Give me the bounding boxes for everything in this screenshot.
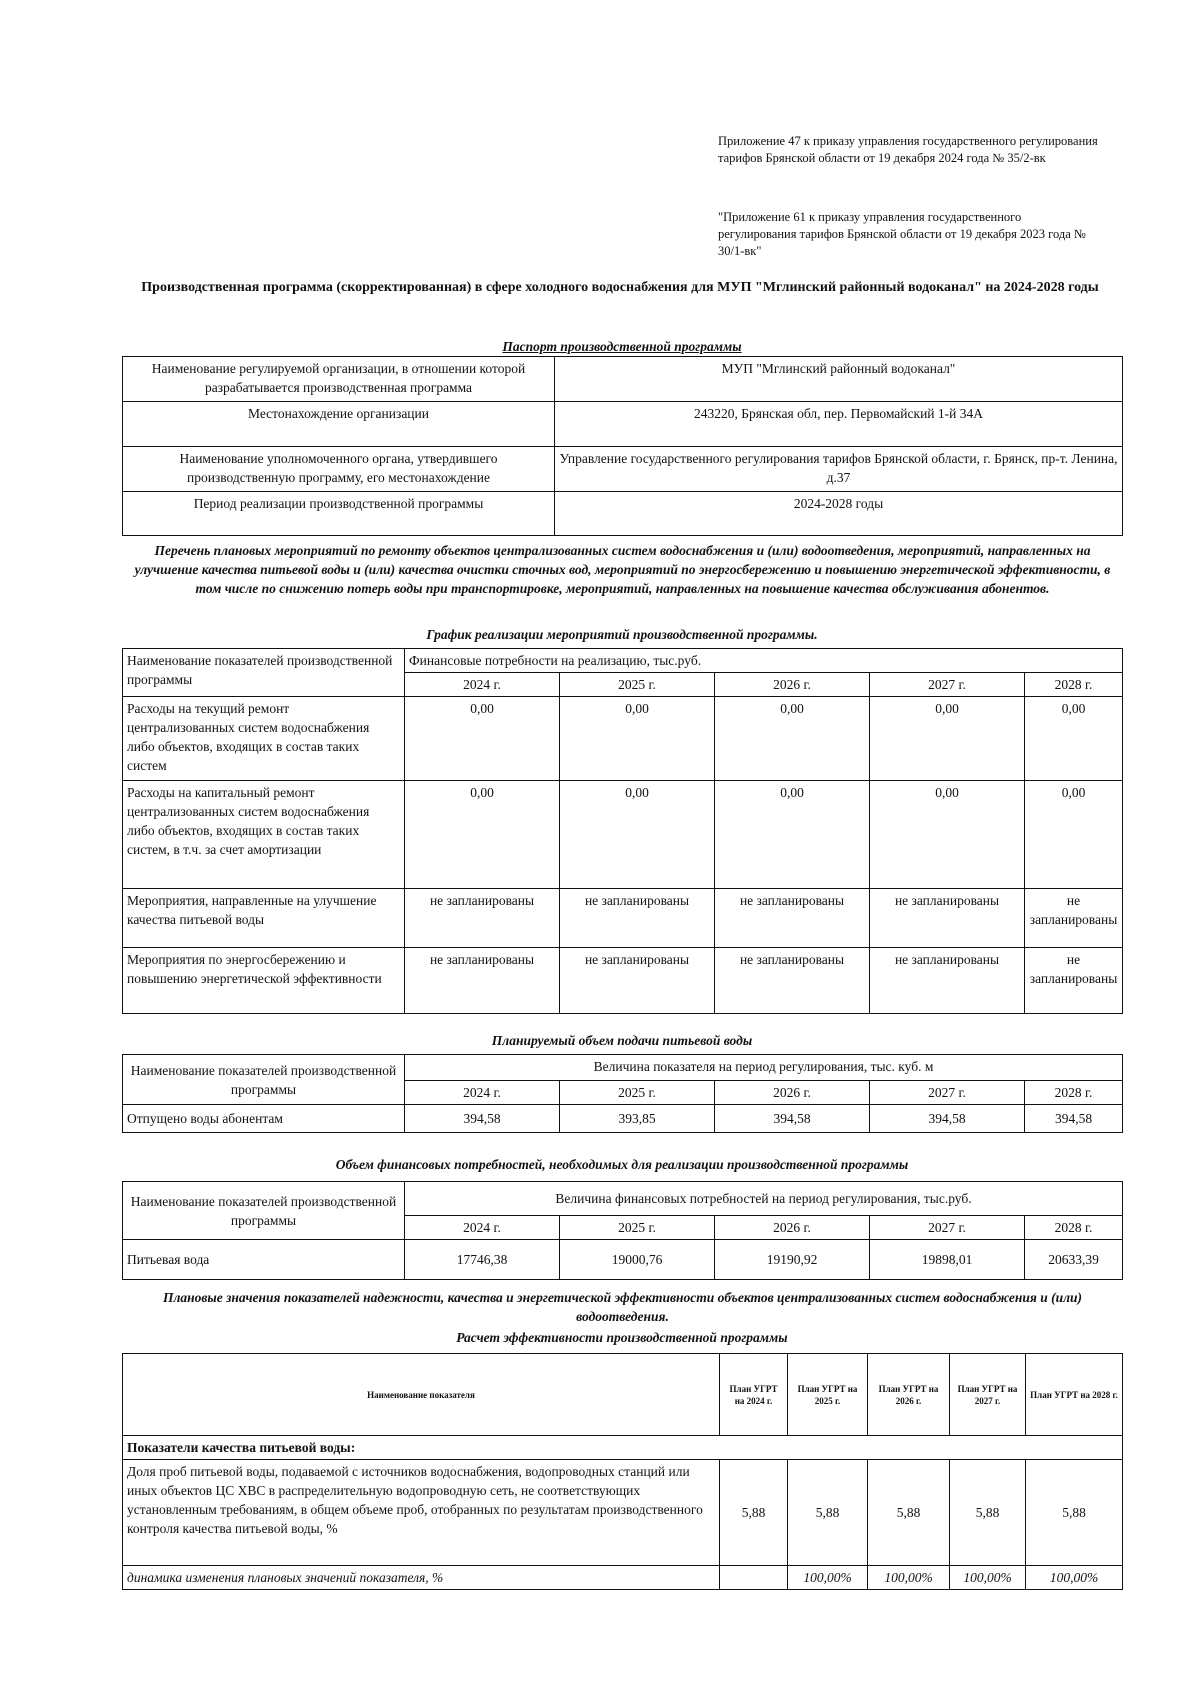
measures-row-label: Мероприятия, направленные на улучшение качества питьевой воды	[123, 889, 405, 948]
measures-col-group: Финансовые потребности на реализацию, тыс.руб.	[405, 649, 1123, 673]
finance-cell: 19898,01	[870, 1240, 1025, 1280]
measures-cell: не запланированы	[870, 889, 1025, 948]
measures-cell: 0,00	[870, 781, 1025, 889]
table-row	[123, 1460, 1123, 1566]
measures-cell: 0,00	[1025, 781, 1123, 889]
passport-label-location: Местонахождение организации	[123, 402, 555, 447]
volume-cell: 394,58	[1025, 1105, 1123, 1133]
passport-heading-text: Паспорт производственной программы	[502, 339, 742, 354]
measures-heading: Перечень плановых мероприятий по ремонту объектов централизованных систем водоснабжения и (или) водоотведения, мероприятий, направленных на улучшение качества питьевой воды и (или) качества очистки сточных вод, мероприятий по энергосбережению и повышению энергетической эффективности, в том числе по снижению потерь воды при транспортировке, мероприятий, направленных на повышение качества обслуживания абонентов.	[134, 543, 1111, 596]
indicators-dyn-cell: 100,00%	[868, 1566, 950, 1590]
indicators-dyn-cell: 100,00%	[1026, 1566, 1123, 1590]
volume-year-2028: 2028 г.	[1025, 1081, 1123, 1105]
measures-subheading: График реализации мероприятий производственной программы.	[426, 627, 818, 642]
passport-label-org: Наименование регулируемой организации, в отношении которой разрабатывается производственная программа	[123, 357, 555, 402]
passport-value-authority: Управление государственного регулирования тарифов Брянской области, г. Брянск, пр-т. Ленина, д.37	[555, 447, 1123, 492]
volume-col-label: Наименование показателей производственной программы	[123, 1055, 405, 1105]
measures-year-2028: 2028 г.	[1025, 673, 1123, 697]
indicators-cell: 5,88	[788, 1460, 868, 1566]
indicators-dyn-cell: 100,00%	[950, 1566, 1026, 1590]
indicators-plan-2024: План УГРТ на 2024 г.	[720, 1354, 788, 1436]
measures-cell: 0,00	[715, 781, 870, 889]
finance-heading: Объем финансовых потребностей, необходимых для реализации производственной программы	[335, 1157, 909, 1172]
finance-table	[122, 1181, 1123, 1280]
indicators-row-label: Доля проб питьевой воды, подаваемой с источников водоснабжения, водопроводных станций или иных объектов ЦС ХВС в распределительную водопроводную сеть, не соответствующих установленным требованиям, в общем объеме проб, отобранных по результатам производственного контроля качества питьевой воды, %	[123, 1460, 720, 1566]
measures-cell: 0,00	[1025, 697, 1123, 781]
indicators-table	[122, 1353, 1123, 1590]
passport-label-period: Период реализации производственной программы	[123, 492, 555, 536]
measures-cell: не запланированы	[560, 889, 715, 948]
indicators-heading: Плановые значения показателей надежности, качества и энергетической эффективности объектов централизованных систем водоснабжения и (или) водоотведения.	[162, 1290, 1083, 1324]
measures-cell: не запланированы	[715, 889, 870, 948]
finance-row-label: Питьевая вода	[123, 1240, 405, 1280]
finance-cell: 19190,92	[715, 1240, 870, 1280]
table-row	[123, 1566, 1123, 1590]
volume-cell: 394,58	[870, 1105, 1025, 1133]
measures-year-2027: 2027 г.	[870, 673, 1025, 697]
volume-cell: 393,85	[560, 1105, 715, 1133]
indicators-cell: 5,88	[1026, 1460, 1123, 1566]
indicators-cell: 5,88	[950, 1460, 1026, 1566]
measures-cell: не запланированы	[560, 948, 715, 1014]
measures-year-2024: 2024 г.	[405, 673, 560, 697]
table-row	[123, 889, 1123, 948]
volume-table	[122, 1054, 1123, 1133]
indicators-col-label: Наименование показателя	[123, 1354, 720, 1436]
indicators-plan-2027: План УГРТ на 2027 г.	[950, 1354, 1026, 1436]
indicators-dyn-cell: 100,00%	[788, 1566, 868, 1590]
volume-year-2027: 2027 г.	[870, 1081, 1025, 1105]
passport-value-org: МУП "Мглинский районный водоканал"	[555, 357, 1123, 402]
passport-label-authority: Наименование уполномоченного органа, утвердившего производственную программу, его местонахождение	[123, 447, 555, 492]
volume-col-group: Величина показателя на период регулирования, тыс. куб. м	[405, 1055, 1123, 1081]
measures-cell: не запланированы	[870, 948, 1025, 1014]
passport-heading	[122, 337, 1122, 356]
measures-cell: не запланированы	[1025, 889, 1123, 948]
measures-cell: 0,00	[405, 697, 560, 781]
finance-col-label: Наименование показателей производственной программы	[123, 1182, 405, 1240]
indicators-subheading: Расчет эффективности производственной программы	[456, 1330, 788, 1345]
volume-heading: Планируемый объем подачи питьевой воды	[491, 1033, 753, 1048]
indicators-dyn-cell	[720, 1566, 788, 1590]
finance-year-2024: 2024 г.	[405, 1216, 560, 1240]
annex-note-1: Приложение 47 к приказу управления государственного регулирования тарифов Брянской области от 19 декабря 2024 года № 35/2-вк	[718, 134, 1098, 165]
indicators-plan-2028: План УГРТ на 2028 г.	[1026, 1354, 1123, 1436]
table-row	[123, 1240, 1123, 1280]
table-row	[123, 697, 1123, 781]
volume-cell: 394,58	[405, 1105, 560, 1133]
indicators-cell: 5,88	[868, 1460, 950, 1566]
measures-cell: 0,00	[715, 697, 870, 781]
indicators-plan-2025: План УГРТ на 2025 г.	[788, 1354, 868, 1436]
indicators-dyn-label: динамика изменения плановых значений показателя, %	[123, 1566, 720, 1590]
finance-col-group: Величина финансовых потребностей на период регулирования, тыс.руб.	[405, 1182, 1123, 1216]
table-row	[123, 1105, 1123, 1133]
annex-note-2: "Приложение 61 к приказу управления государственного регулирования тарифов Брянской области от 19 декабря 2023 года № 30/1-вк"	[718, 210, 1086, 258]
measures-year-2026: 2026 г.	[715, 673, 870, 697]
table-row	[123, 781, 1123, 889]
measures-year-2025: 2025 г.	[560, 673, 715, 697]
volume-year-2024: 2024 г.	[405, 1081, 560, 1105]
volume-cell: 394,58	[715, 1105, 870, 1133]
finance-year-2028: 2028 г.	[1025, 1216, 1123, 1240]
document-title: Производственная программа (скорректированная) в сфере холодного водоснабжения для МУП "Мглинский районный водоканал" на 2024-2028 годы	[141, 280, 1099, 295]
finance-cell: 17746,38	[405, 1240, 560, 1280]
volume-row-label: Отпущено воды абонентам	[123, 1105, 405, 1133]
measures-table	[122, 648, 1123, 1014]
measures-col-label: Наименование показателей производственной программы	[123, 649, 405, 697]
measures-cell: 0,00	[870, 697, 1025, 781]
indicators-group-label: Показатели качества питьевой воды:	[123, 1436, 1123, 1460]
passport-table	[122, 356, 1123, 536]
volume-year-2025: 2025 г.	[560, 1081, 715, 1105]
finance-cell: 20633,39	[1025, 1240, 1123, 1280]
finance-year-2025: 2025 г.	[560, 1216, 715, 1240]
measures-cell: не запланированы	[405, 948, 560, 1014]
table-row	[123, 948, 1123, 1014]
indicators-cell: 5,88	[720, 1460, 788, 1566]
measures-cell: не запланированы	[1025, 948, 1123, 1014]
measures-cell: не запланированы	[715, 948, 870, 1014]
measures-cell: не запланированы	[405, 889, 560, 948]
measures-cell: 0,00	[405, 781, 560, 889]
passport-value-period: 2024-2028 годы	[555, 492, 1123, 536]
finance-year-2026: 2026 г.	[715, 1216, 870, 1240]
measures-row-label: Расходы на капитальный ремонт централизованных систем водоснабжения либо объектов, входящих в состав таких систем, в т.ч. за счет амортизации	[123, 781, 405, 889]
volume-year-2026: 2026 г.	[715, 1081, 870, 1105]
finance-cell: 19000,76	[560, 1240, 715, 1280]
indicators-plan-2026: План УГРТ на 2026 г.	[868, 1354, 950, 1436]
measures-cell: 0,00	[560, 781, 715, 889]
passport-value-location: 243220, Брянская обл, пер. Первомайский 1-й 34А	[555, 402, 1123, 447]
measures-row-label: Мероприятия по энергосбережению и повышению энергетической эффективности	[123, 948, 405, 1014]
measures-cell: 0,00	[560, 697, 715, 781]
measures-row-label: Расходы на текущий ремонт централизованных систем водоснабжения либо объектов, входящих в состав таких систем	[123, 697, 405, 781]
finance-year-2027: 2027 г.	[870, 1216, 1025, 1240]
